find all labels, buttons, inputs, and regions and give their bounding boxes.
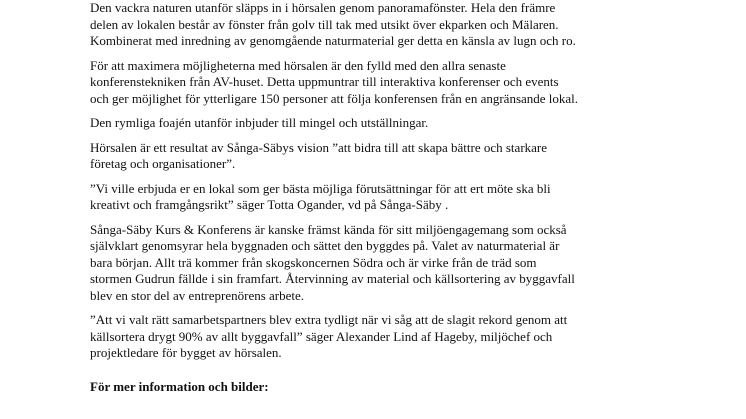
paragraph-line: källsortera drygt 90% av allt byggavfall” säger Alexander Lind af Hageby, miljöchef och [90,328,553,344]
paragraph-line: stormen Gudrun fällde i sin framfart. Återvinning av material och källsortering av byggavfall [90,271,575,286]
paragraph-foyer [90,115,710,132]
paragraph-line: Sånga-Säby Kurs & Konferens är kanske främst kända för sitt miljöengagemang som också [90,221,567,237]
paragraph-line: konferenstekniken från AV-huset. Detta uppmuntrar till interaktiva konferenser och events [90,74,559,89]
paragraph-line: blev en stor del av entreprenörens arbete. [90,287,305,303]
paragraph-line: Kombinerat med inredning av genomgående naturmaterial ger detta en känsla av lugn och ro. [90,33,576,48]
paragraph-environment [90,222,710,305]
paragraph-line: kreativt och framgångsrikt” säger Totta Ogander, vd på Sånga-Säby . [90,197,449,212]
paragraph-quote-environment [90,312,710,362]
paragraph-line: projektledare för bygget av hörsalen. [90,345,282,360]
paragraph-line: företag och organisationer”. [90,156,236,171]
paragraph-line: självklart genomsyrar hela byggnaden och sättet den byggdes på. Valet av naturmaterial är [90,238,560,253]
paragraph-quote-ceo [90,181,710,214]
paragraph-line: bara början. Allt trä kommer från skogskoncernen Södra och är virke från de träd som [90,254,537,270]
paragraph-panorama [90,0,710,50]
more-info-heading: För mer information och bilder: [90,378,269,394]
paragraph-line: och ger möjlighet för ytterligare 150 personer att följa konferensen från en angränsande lokal. [90,90,579,106]
paragraph-line: ”Vi ville erbjuda er en lokal som ger bästa möjliga förutsättningar för att ert möte ska bli [90,180,551,196]
document-page [90,0,710,395]
paragraph-line: Den rymliga foajén utanför inbjuder till mingel och utställningar. [90,115,429,130]
paragraph-line: För att maximera möjligheterna med hörsalen är den fylld med den allra senaste [90,57,506,73]
paragraph-line: Hörsalen är ett resultat av Sånga-Säbys vision ”att bidra till att skapa bättre och starkare [90,139,548,155]
paragraph-line: Den vackra naturen utanför släpps in i hörsalen genom panoramafönster. Hela den främre [90,0,556,15]
paragraph-line: ”Att vi valt rätt samarbetspartners blev extra tydligt när vi såg att de slagit rekord genom att [90,312,568,327]
paragraph-line: delen av lokalen består av fönster från golv till tak med utsikt över ekparken och Mälaren. [90,16,559,32]
paragraph-vision [90,140,710,173]
paragraph-technology [90,58,710,108]
